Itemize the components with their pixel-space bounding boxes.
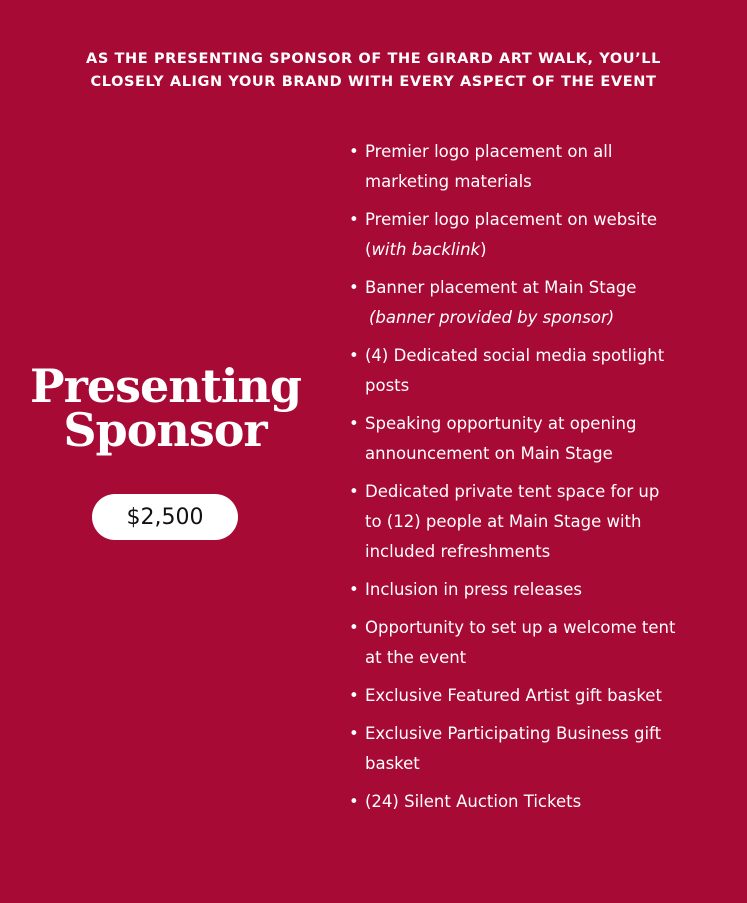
- benefit-line: Banner placement at Main Stage: [365, 278, 637, 297]
- benefit-line: at the event: [365, 648, 467, 667]
- bullet-icon: •: [349, 580, 359, 599]
- benefit-line: included refreshments: [365, 542, 551, 561]
- benefit-line: Exclusive Participating Business gift: [365, 724, 662, 743]
- bullet-icon: •: [349, 142, 359, 161]
- benefit-item: [349, 787, 729, 817]
- benefit-item: [349, 477, 729, 567]
- benefit-line: announcement on Main Stage: [365, 444, 613, 463]
- price-value: $2,500: [126, 504, 204, 530]
- benefit-line: (4) Dedicated social media spotlight: [365, 346, 665, 365]
- title-line-2: Sponsor: [63, 403, 267, 457]
- bullet-icon: •: [349, 278, 359, 297]
- headline-line-1: AS THE PRESENTING SPONSOR OF THE GIRARD ART WALK, YOU’LL: [86, 51, 661, 67]
- bullet-icon: •: [349, 686, 359, 705]
- benefit-line: Premier logo placement on all: [365, 142, 613, 161]
- bullet-icon: •: [349, 618, 359, 637]
- benefit-item: [349, 681, 729, 711]
- page-headline: [40, 48, 707, 94]
- benefit-item: [349, 613, 729, 673]
- paren-open: (: [365, 240, 372, 259]
- benefit-line: to (12) people at Main Stage with: [365, 512, 642, 531]
- benefit-item: [349, 575, 729, 605]
- benefit-line: basket: [365, 754, 420, 773]
- bullet-icon: •: [349, 414, 359, 433]
- bullet-icon: •: [349, 482, 359, 501]
- benefit-item: [349, 137, 729, 197]
- benefits-list: [349, 137, 729, 825]
- benefit-note: with backlink: [371, 240, 481, 259]
- benefit-item: [349, 273, 729, 333]
- benefit-line: Exclusive Featured Artist gift basket: [365, 686, 662, 705]
- benefit-item: [349, 409, 729, 469]
- benefit-line: Opportunity to set up a welcome tent: [365, 618, 676, 637]
- benefit-line: Inclusion in press releases: [365, 580, 582, 599]
- headline-line-2: CLOSELY ALIGN YOUR BRAND WITH EVERY ASPECT OF THE EVENT: [90, 74, 657, 90]
- title-line-1: Presenting: [30, 359, 302, 413]
- benefit-item: [349, 341, 729, 401]
- benefit-item: [349, 719, 729, 779]
- price-badge: [92, 494, 238, 540]
- benefit-line: (24) Silent Auction Tickets: [365, 792, 582, 811]
- benefit-line: Speaking opportunity at opening: [365, 414, 637, 433]
- benefit-line: [365, 235, 729, 265]
- bullet-icon: •: [349, 210, 359, 229]
- bullet-icon: •: [349, 346, 359, 365]
- benefit-line: posts: [365, 376, 410, 395]
- bullet-icon: •: [349, 792, 359, 811]
- benefit-line: Dedicated private tent space for up: [365, 482, 660, 501]
- benefit-item: [349, 205, 729, 265]
- benefit-note: (banner provided by sponsor): [369, 308, 615, 327]
- benefit-line: Premier logo placement on website: [365, 210, 658, 229]
- bullet-icon: •: [349, 724, 359, 743]
- benefit-line: marketing materials: [365, 172, 532, 191]
- sponsor-tier-title: [30, 359, 302, 457]
- paren-close: ): [480, 240, 487, 259]
